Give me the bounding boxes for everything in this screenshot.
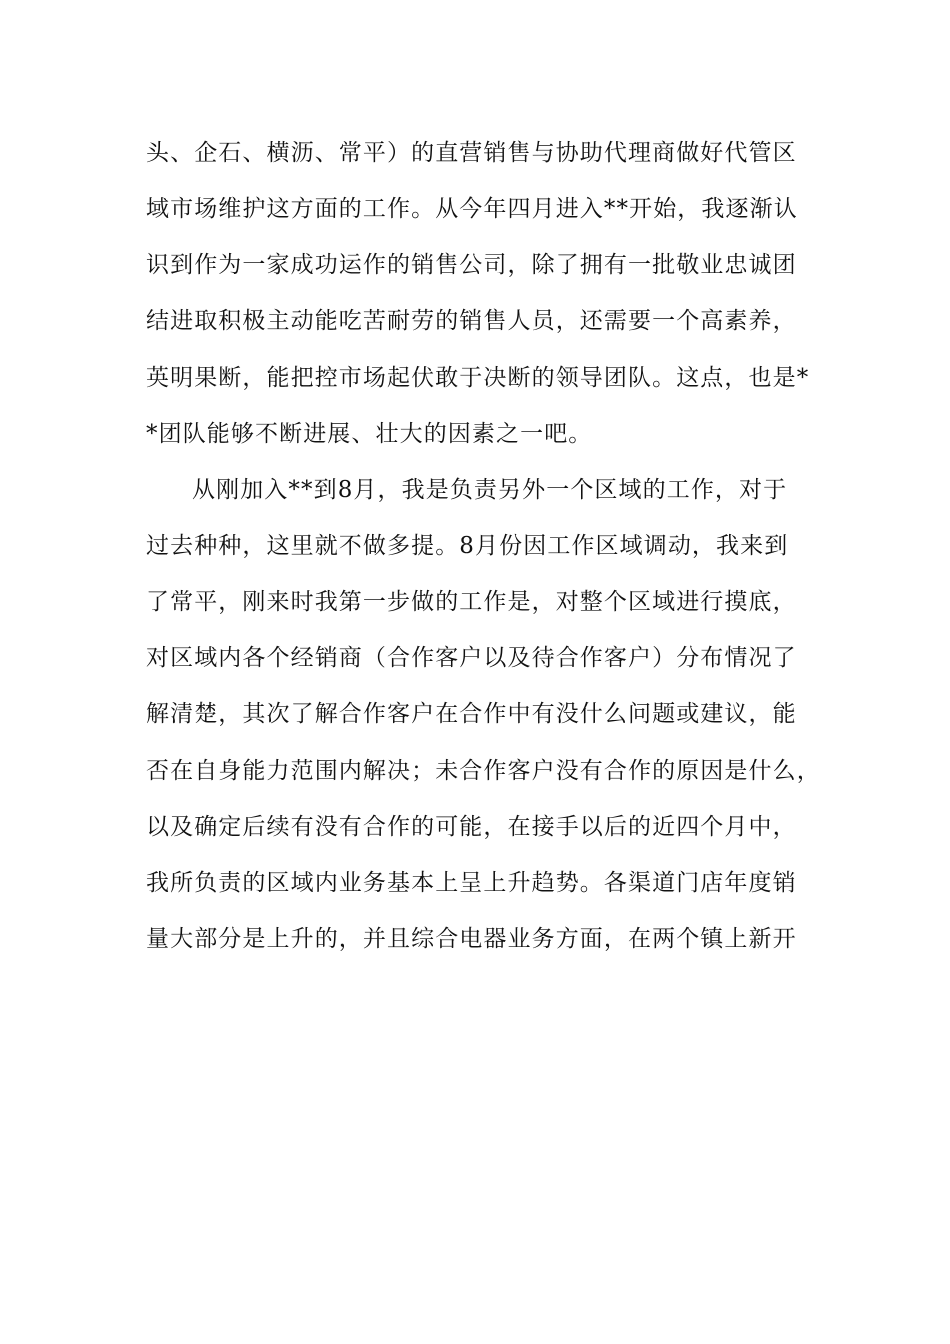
- text-line: 头、企石、横沥、常平）的直营销售与协助代理商做好代管区: [146, 140, 797, 166]
- text-line: 了常平，刚来时我第一步做的工作是，对整个区域进行摸底，: [146, 589, 797, 616]
- text-line: 结进取积极主动能吃苦耐劳的销售人员，还需要一个高素养，: [146, 308, 797, 335]
- text-line: 我所负责的区域内业务基本上呈上升趋势。各渠道门店年度销: [146, 869, 797, 896]
- text-line: 域市场维护这方面的工作。从今年四月进入**开始，我逐渐认: [146, 196, 798, 223]
- text-line: 解清楚，其次了解合作客户在合作中有没什么问题或建议，能: [146, 701, 797, 728]
- text-line: 以及确定后续有没有合作的可能，在接手以后的近四个月中，: [146, 813, 797, 840]
- text-line: 识到作为一家成功运作的销售公司，除了拥有一批敬业忠诚团: [146, 252, 797, 279]
- text-line: 对区域内各个经销商（合作客户以及待合作客户）分布情况了: [146, 645, 797, 672]
- text-line: 英明果断，能把控市场起伏敢于决断的领导团队。这点，也是*: [146, 364, 810, 391]
- text-line: 量大部分是上升的，并且综合电器业务方面，在两个镇上新开: [146, 925, 797, 952]
- document-body: [146, 130, 846, 972]
- paragraph-first-line: 从刚加入**到8月，我是负责另外一个区域的工作，对于: [192, 476, 788, 503]
- text-line: 过去种种，这里就不做多提。8月份因工作区域调动，我来到: [146, 532, 789, 559]
- text-line: 否在自身能力范围内解决；未合作客户没有合作的原因是什么，: [146, 757, 821, 784]
- text-line: *团队能够不断进展、壮大的因素之一吧。: [146, 420, 593, 447]
